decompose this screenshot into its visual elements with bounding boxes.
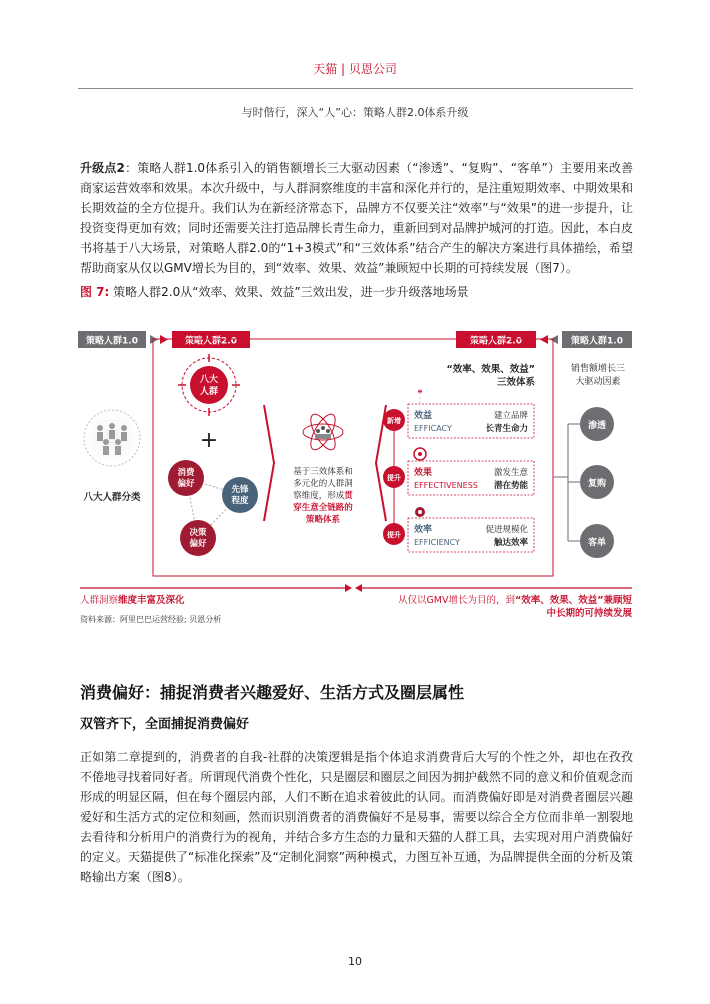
tag-left-v2-label: 策略人群2.0 (185, 336, 237, 347)
paragraph-lead: 升级点2 (80, 161, 125, 175)
paragraph-body: ：策略人群1.0体系引入的销售额增长三大驱动因素（“渗透”、“复购”、“客单”）主要用来改善商家运营效率和效果。本次升级中，与人群洞察维度的丰富和深化并行的，是注重短期效率、中期效果和长期效益的全方位提升。我们认为在新经济常态下，品牌方不仅要关注“效率”与“效果”的进一步提升，让投资变得更加有效；同时还需要关注打造品牌长青生命力，重新回到对品牌护城河的打造。因此，本白皮书将基于八大场景，对策略人群2.0的“1+3模式”和“三效体系”结合产生的解决方案进行具体描绘，希望帮助商家从仅以GMV增长为目的，到“效率、效果、效益”兼顾短中长期的可持续发展（图7）。 (80, 161, 634, 275)
bottom-right-text-line2: 中长期的可持续发展 (546, 608, 632, 619)
svg-text:长青生命力: 长青生命力 (485, 424, 528, 434)
center-text-line2: 多元化的人群洞 (293, 479, 353, 489)
plus-icon: + (199, 428, 219, 453)
chevron-right-icon (264, 405, 274, 521)
svg-text:先锋: 先锋 (231, 485, 249, 495)
svg-text:提升: 提升 (387, 531, 401, 539)
svg-text:效率: 效率 (414, 525, 433, 535)
svg-text:潜在势能: 潜在势能 (493, 481, 528, 491)
eight-groups-label: 八大人群分类 (83, 492, 141, 503)
svg-text:效果: 效果 (414, 468, 433, 478)
svg-text:消费: 消费 (177, 468, 195, 478)
three-effects-title-line1: “效率、效果、效益” (446, 364, 535, 375)
bubble-pioneer-degree (222, 477, 258, 513)
three-effects-title-line2: 三效体系 (496, 377, 535, 388)
target-inner-icon (190, 366, 228, 404)
target-label-line1: 八大 (199, 375, 219, 385)
section-paragraph: 正如第二章提到的，消费者的自我-社群的决策逻辑是指个体追求消费背后大写的个性之外，却也在孜孜不倦地寻找着同好者。所谓现代消费个性化，只是圈层和圈层之间因为拥护截然不同的意义和价值观念而形成的明显区隔，但在每个圈层内部，人们不断在追求着彼此的认同。而消费偏好即是对消费者圈层兴趣爱好和生活方式的定位和刻画，然而识别消费者的消费偏好不是易事，需要以综合全方位而非单一割裂地去看待和分析用户的消费行为的视角，并结合多方生态的力量和天猫的人群工具，去实现对用户消费偏好的定义。天猫提供了“标准化探索”及“定制化洞察”两种模式，力图互补互通，为品牌提供全面的分析及策略输出方案（图8）。 (80, 750, 633, 884)
drivers-title-line2: 大驱动因素 (575, 377, 621, 387)
section-subheading: 双管齐下，全面捕捉消费偏好 (80, 717, 250, 732)
bottom-right-text-line1: 从仅以GMV增长为目的，到“效率、效果、效益”兼顾短 (397, 595, 632, 606)
effect-row-efficacy (383, 389, 534, 438)
effect-row-effectiveness (383, 448, 534, 495)
figure-source: 资料来源：阿里巴巴运营经验; 贝恩分析 (80, 615, 222, 624)
brand-bain: 贝恩公司 (348, 62, 397, 76)
brand-separator: | (340, 62, 346, 76)
brand-tmall: 天猫 (313, 62, 338, 76)
svg-text:提升: 提升 (387, 474, 401, 482)
svg-text:客单: 客单 (587, 538, 607, 548)
svg-text:新增: 新增 (387, 417, 401, 425)
bottom-left-text: 人群洞察维度丰富及深化 (80, 595, 185, 606)
center-text-line1: 基于三效体系和 (293, 467, 353, 477)
tag-right-v2-label: 策略人群2.0 (470, 336, 522, 347)
page-number: 10 (348, 955, 362, 968)
svg-text:建立品牌: 建立品牌 (493, 411, 528, 421)
center-text-line4: 穿生意全链路的 (293, 503, 353, 513)
svg-text:偏好: 偏好 (189, 539, 207, 549)
svg-text:促进规模化: 促进规模化 (485, 525, 528, 535)
bubble-decision-preference (180, 520, 216, 556)
effect-row-efficiency (383, 507, 534, 552)
svg-text:偏好: 偏好 (177, 479, 195, 489)
svg-text:触达效率: 触达效率 (493, 538, 528, 548)
svg-text:效益: 效益 (414, 411, 433, 421)
center-text-line3: 察维度，形成贯 (293, 491, 353, 501)
bubble-consumer-preference (168, 460, 204, 496)
svg-text:程度: 程度 (231, 496, 249, 506)
svg-text:EFFECTIVENESS: EFFECTIVENESS (414, 481, 478, 490)
section-heading: 消费偏好：捕捉消费者兴趣爱好、生活方式及圈层属性 (80, 683, 465, 702)
figure-number: 图 7: (80, 285, 110, 299)
tag-left-v1-label: 策略人群1.0 (86, 336, 138, 347)
tag-right-v1-label: 策略人群1.0 (571, 336, 623, 347)
svg-text:决策: 决策 (189, 528, 207, 538)
figure-title-text: 策略人群2.0从“效率、效果、效益”三效出发，进一步升级落地场景 (113, 285, 469, 299)
svg-text:EFFICIENCY: EFFICIENCY (414, 538, 460, 547)
svg-text:渗透: 渗透 (587, 421, 607, 431)
svg-text:激发生意: 激发生意 (493, 468, 528, 478)
quote-icon: ❝ (417, 389, 423, 399)
drivers-title-line1: 销售额增长三 (570, 364, 626, 374)
center-text-line5: 策略体系 (305, 515, 341, 525)
svg-text:EFFICACY: EFFICACY (414, 424, 452, 433)
svg-text:复购: 复购 (587, 479, 607, 489)
header-subtitle: 与时偕行，深入“人”心：策略人群2.0体系升级 (241, 106, 469, 119)
target-label-line2: 人群 (199, 387, 219, 397)
